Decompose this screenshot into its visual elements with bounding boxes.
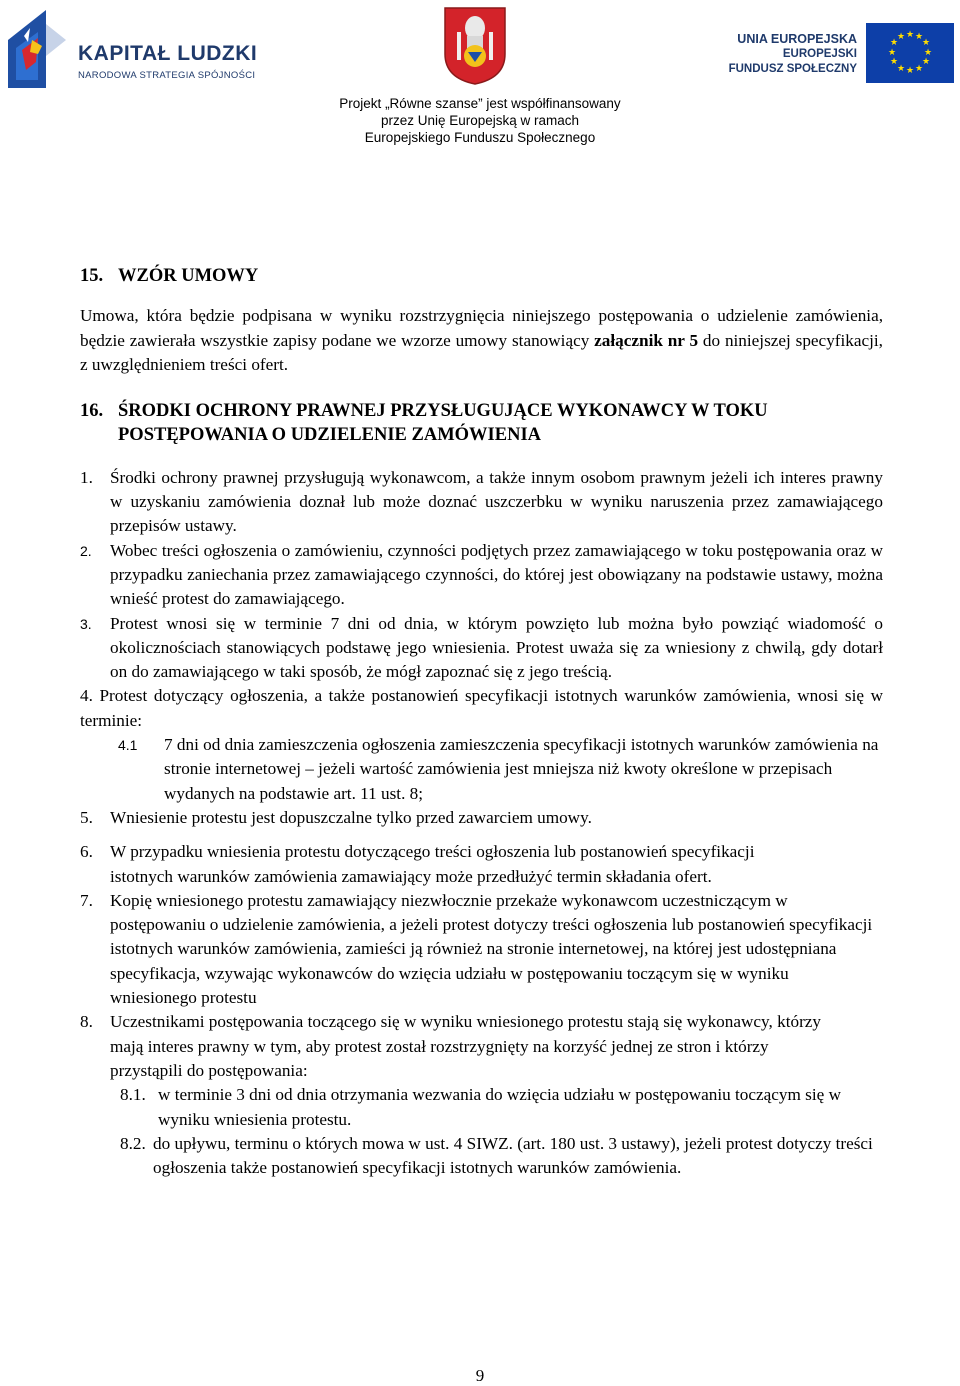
section-15-number: 15.	[80, 266, 104, 286]
sub-list-item-number: 8.1.	[120, 1085, 146, 1105]
section-16-title-line2: POSTĘPOWANIA O UDZIELENIE ZAMÓWIENIA	[118, 425, 542, 446]
kapital-ludzki-title: KAPITAŁ LUDZKI	[78, 42, 258, 65]
section-15-paragraph	[80, 304, 883, 377]
list-item-number: 8.	[80, 1012, 93, 1032]
section-16-heading	[80, 399, 883, 448]
list-item-text: Wniesienie protestu jest dopuszczalne tylko przed zawarciem umowy.	[110, 807, 592, 827]
svg-text:★: ★	[914, 64, 924, 74]
sub-list-item-text: w terminie 3 dni od dnia otrzymania wezwania do wzięcia udziału w postępowaniu toczącym się w wyniku wniesienia protestu.	[158, 1085, 841, 1129]
sub-list-item-number: 4.1	[118, 737, 138, 754]
eu-line2: EUROPEJSKI	[782, 48, 857, 60]
project-note-line3: Europejskiego Funduszu Społecznego	[364, 130, 596, 145]
section-15-heading	[80, 264, 883, 288]
list-item-text: Środki ochrony prawnej przysługują wykonawcom, a także innym osobom prawnym jeżeli ich interes prawny w uzyskaniu zamówienia doznał lub może doznać uszczerbku w wyniku naruszenia przez zamawiającego przepisów ustawy.	[110, 467, 883, 536]
sub-list-item-text: 7 dni od dnia zamieszczenia ogłoszenia zamieszczenia specyfikacji istotnych warunków zamówienia na stronie internetowej – jeżeli wartość zamówienia jest mniejsza niż kwoty określone w przepisach wydanych na podstawie art. 11 ust. 8;	[164, 735, 879, 803]
list-item-number: 7.	[80, 890, 93, 910]
list-item	[80, 840, 883, 889]
project-note-line2: przez Unię Europejską w ramach	[380, 113, 580, 128]
svg-text:★: ★	[896, 32, 906, 42]
section-15-text-start: Umowa, która będzie podpisana w wyniku rozstrzygnięcia niniejszego postępowania o udzielenie zamówienia, będzie zawierała wszystkie zapisy podane we wzorze umowy stanowiący	[80, 306, 883, 350]
svg-text:★: ★	[914, 32, 924, 42]
list-item-number: 6.	[80, 842, 93, 862]
page-header	[0, 0, 960, 150]
section-16-list	[80, 466, 883, 1181]
list-item-number: 5.	[80, 807, 93, 827]
svg-text:★: ★	[923, 48, 933, 58]
list-item	[80, 466, 883, 539]
svg-text:★: ★	[889, 57, 899, 67]
list-item-number: 1.	[80, 467, 93, 487]
attachment-reference: załącznik nr 5	[594, 330, 699, 350]
svg-text:★: ★	[887, 48, 897, 58]
svg-text:★: ★	[896, 64, 906, 74]
list-item-text: Uczestnikami postępowania toczącego się w wyniku wniesionego protestu stają się wykonawcy, którzy mają interes prawny w tym, aby protest został rozstrzygnięty na korzyść jednej ze stron i którzy przystąpili do postępowania:	[110, 1012, 822, 1080]
page-number: 9	[475, 1366, 485, 1385]
list-item	[80, 684, 883, 733]
eu-fund-label	[729, 32, 857, 77]
kapital-ludzki-emblem-icon	[8, 10, 68, 88]
project-note-line1: Projekt „Równe szanse” jest współfinansowany	[339, 96, 621, 111]
sub-list-item-text: do upływu, terminu o których mowa w ust. 4 SIWZ. (art. 180 ust. 3 ustawy), jeżeli protest dotyczy treści ogłoszenia także postanowień specyfikacji istotnych warunków zamówienia.	[153, 1133, 873, 1178]
list-item-text: Protest wnosi się w terminie 7 dni od dnia, w którym powzięto lub można było powziąć wiadomość o okolicznościach stanowiących podstawę jego wniesienia. Protest uważa się za wniesiony z chwilą, gdy dotarł on do zamawiającego w taki sposób, że mógł zapoznać się z jego treścią.	[110, 613, 883, 682]
svg-text:★: ★	[905, 66, 915, 76]
sub-list-item	[120, 1083, 883, 1132]
coat-of-arms-icon	[443, 6, 507, 86]
list-item-number: 2.	[80, 542, 92, 559]
svg-text:★: ★	[921, 38, 931, 48]
document-body	[80, 264, 883, 1180]
list-item	[80, 539, 883, 612]
project-cofinancing-note	[0, 95, 960, 146]
list-item	[80, 612, 883, 685]
list-item-text: W przypadku wniesienia protestu dotyczącego treści ogłoszenia lub postanowień specyfikacji istotnych warunków zamówienia zamawiający może przedłużyć termin składania ofert.	[110, 842, 755, 886]
list-item-text: Kopię wniesionego protestu zamawiający niezwłocznie przekaże wykonawcom uczestniczącym w postępowaniu o udzielenie zamówienia, a jeżeli protest dotyczy treści ogłoszenia lub postanowień specyfikacji istotnych warunków zamówienia, zamieści ją również na stronie internetowej, na której jest udostępniana specyfikacja, wzywając wykonawców do wzięcia udziału w postępowaniu toczącym się w wyniku wniesionego protestu	[110, 890, 873, 1008]
eu-line1: UNIA EUROPEJSKA	[737, 32, 857, 46]
kapital-ludzki-logo	[8, 10, 258, 88]
sub-list-item	[118, 733, 883, 806]
list-item	[80, 1010, 883, 1083]
section-16-number: 16.	[80, 401, 104, 422]
list-item-text: Protest dotyczący ogłoszenia, a także postanowień specyfikacji istotnych warunków zamówienia, wnosi się w terminie:	[80, 686, 883, 730]
list-item-text: Wobec treści ogłoszenia o zamówieniu, czynności podjętych przez zamawiającego w toku postępowania oraz w przypadku zaniechania przez zamawiającego czynności, do której jest obowiązany na podstawie ustawy, można wnieść protest do zamawiającego.	[110, 540, 883, 609]
svg-text:★: ★	[889, 38, 899, 48]
section-15-title: WZÓR UMOWY	[118, 266, 259, 286]
list-item-number: 3.	[80, 615, 92, 632]
svg-text:★: ★	[905, 30, 915, 40]
list-item	[80, 889, 883, 1010]
section-15-text-end: do niniejszej specyfikacji, z uwzględnieniem treści ofert.	[80, 330, 883, 374]
eu-flag-icon	[866, 23, 954, 83]
svg-text:★: ★	[921, 57, 931, 67]
list-item	[80, 806, 883, 830]
sub-list-item	[120, 1132, 883, 1181]
sub-list-item-number: 8.2.	[120, 1133, 146, 1153]
kapital-ludzki-subtitle: NARODOWA STRATEGIA SPÓJNOŚCI	[78, 70, 256, 81]
section-16-title-line1: ŚRODKI OCHRONY PRAWNEJ PRZYSŁUGUJĄCE WYKONAWCY W TOKU	[118, 401, 768, 422]
eu-line3: FUNDUSZ SPOŁECZNY	[728, 63, 857, 75]
list-item-number: 4.	[80, 686, 93, 706]
